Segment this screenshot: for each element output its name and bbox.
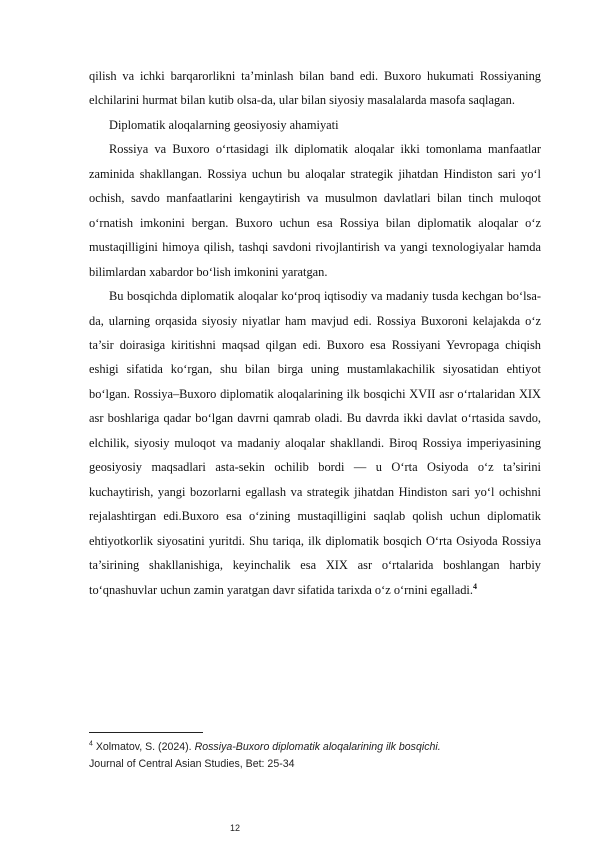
paragraph-3 <box>89 284 541 602</box>
footnote-reference[interactable]: 4 <box>472 581 477 591</box>
footnote-title: Rossiya-Buxoro diplomatik aloqalarining ilk bosqichi. <box>194 741 441 753</box>
paragraph-2: Rossiya va Buxoro o‘rtasidagi ilk diplomatik aloqalar ikki tomonlama manfaatlar zaminida shakllangan. Rossiya uchun bu aloqalar strategik jihatdan Hindiston sari yo‘l ochish, savdo manfaatlarini kengaytirish va musulmon davlatlari bilan tinch muloqot o‘rnatish imkonini bergan. Buxoro uchun esa Rossiya bilan diplomatik aloqalar o‘z mustaqilligini himoya qilish, tashqi savdoni rivojlantirish va yangi texnologiyalar hamda bilimlardan xabardor bo‘lish imkonini yaratgan. <box>89 142 541 279</box>
section-heading: Diplomatik aloqalarning geosiyosiy ahamiyati <box>109 117 339 132</box>
paragraph-3-text: Bu bosqichda diplomatik aloqalar ko‘proq iqtisodiy va madaniy tusda kechgan bo‘lsa-da, ularning orqasida siyosiy niyatlar ham mavjud edi. Rossiya Buxoroni kelajakda o‘z ta’sir doirasiga kiritishni maqsad qilgan edi. Buxoro esa Rossiyani Yevropaga chiqish eshigi sifatida ko‘rgan, shu bilan birga uning mustamlakachilik siyosatidan ehtiyot bo‘lgan. Rossiya–Buxoro diplomatik aloqalarining ilk bosqichi XVII asr o‘rtalaridan XIX asr boshlariga qadar bo‘lgan davrni qamrab oladi. Bu davrda ikki davlat o‘rtasida savdo, elchilik, siyosiy muloqot va madaniy aloqalar shakllandi. Biroq Rossiya imperiyasining geosiyosiy maqsadlari asta-sekin ochilib bordi — u O‘rta Osiyoda o‘z ta’sirini kuchaytirish, yangi bozorlarni egallash va strategik jihatdan Hindiston sari yo‘l ochishni rejalashtirgan edi.Buxoro esa o‘zining mustaqilligini saqlab qolish uchun diplomatik ehtiyotkorlik siyosatini yuritdi. Shu tariqa, ilk diplomatik bosqich O‘rta Osiyoda Rossiya ta’sirining shakllanishiga, keyinchalik esa XIX asr o‘rtalarida boshlangan harbiy to‘qnashuvlar uchun zamin yaratgan davr sifatida tarixda o‘z o‘rnini egalladi. <box>89 289 541 597</box>
footnote <box>89 739 549 773</box>
page-number: 12 <box>230 823 241 833</box>
footnote-author-year: Xolmatov, S. (2024). <box>92 741 195 753</box>
footnote-source: Journal of Central Asian Studies, Bet: 25-34 <box>89 758 295 770</box>
footnote-separator <box>89 732 203 733</box>
paragraph-1: qilish va ichki barqarorlikni ta’minlash bilan band edi. Buxoro hukumati Rossiyaning elchilarini hurmat bilan kutib olsa-da, ular bilan siyosiy masalalarda masofa saqlagan. <box>89 69 541 108</box>
body-text <box>89 64 541 602</box>
footnote-number: 4 <box>89 740 93 748</box>
